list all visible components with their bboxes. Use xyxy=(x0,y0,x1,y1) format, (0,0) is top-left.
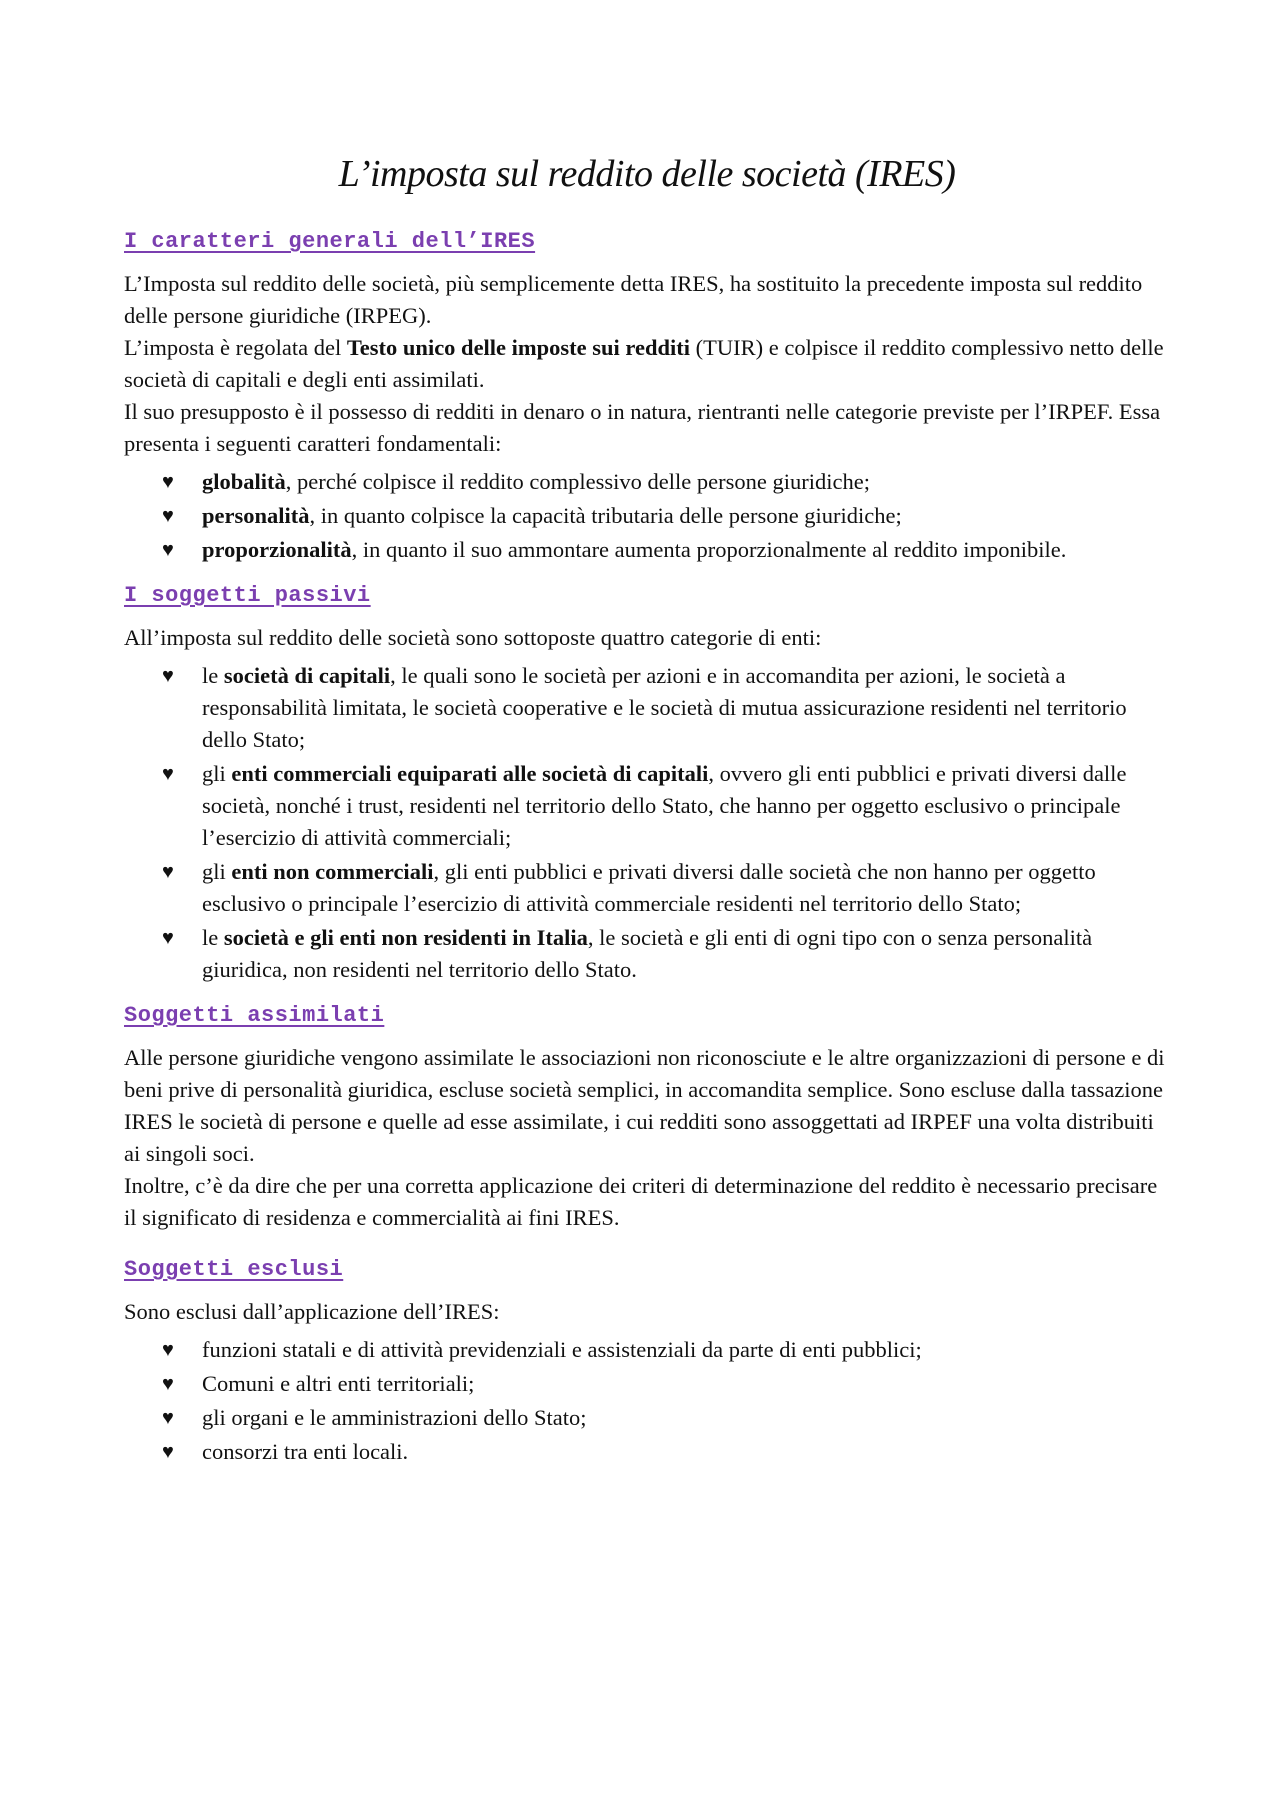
heart-bullet-icon: ♥ xyxy=(162,539,174,561)
heart-bullet-icon: ♥ xyxy=(162,1407,174,1429)
paragraph: L’imposta è regolata del Testo unico delle imposte sui redditi (TUIR) e colpisce il reddito complessivo netto delle società di capitali e degli enti assimilati. xyxy=(124,335,1164,392)
bullet-list xyxy=(124,466,1170,566)
heart-bullet-icon: ♥ xyxy=(162,927,174,949)
list-item: ♥ le società di capitali, le quali sono le società per azioni e in accomandita per azioni, le società a responsabilità limitata, le società cooperative e le società di mutua assicurazione residenti nel territorio dello Stato; xyxy=(124,660,1170,756)
list-item: ♥ consorzi tra enti locali. xyxy=(124,1436,1170,1468)
list-item: ♥ gli enti non commerciali, gli enti pubblici e privati diversi dalle società che non hanno per oggetto esclusivo o principale l’esercizio di attività commerciale residenti nel territorio dello Stato; xyxy=(124,856,1170,920)
list-item: ♥ globalità, perché colpisce il reddito complessivo delle persone giuridiche; xyxy=(124,466,1170,498)
heart-bullet-icon: ♥ xyxy=(162,1441,174,1463)
section-caratteri-generali xyxy=(124,228,1170,566)
heart-bullet-icon: ♥ xyxy=(162,1373,174,1395)
section-soggetti-passivi xyxy=(124,582,1170,986)
section-heading: I soggetti passivi xyxy=(124,583,371,608)
list-item: ♥ gli organi e le amministrazioni dello Stato; xyxy=(124,1402,1170,1434)
list-item: ♥ gli enti commerciali equiparati alle società di capitali, ovvero gli enti pubblici e privati diversi dalle società, nonché i trust, residenti nel territorio dello Stato, che hanno per oggetto esclusivo o principale l’esercizio di attività commerciali; xyxy=(124,758,1170,854)
paragraph: Alle persone giuridiche vengono assimilate le associazioni non riconosciute e le altre organizzazioni di persone e di beni prive di personalità giuridica, escluse società semplici, in accomandita semplice. Sono escluse dalla tassazione IRES le società di persone e quelle ad esse assimilate, i cui redditi sono assoggettati ad IRPEF una volta distribuiti ai singoli soci. xyxy=(124,1045,1165,1166)
list-item: ♥ proporzionalità, in quanto il suo ammontare aumenta proporzionalmente al reddito imponibile. xyxy=(124,534,1170,566)
heart-bullet-icon: ♥ xyxy=(162,471,174,493)
bullet-list xyxy=(124,660,1170,986)
list-item: ♥ funzioni statali e di attività previdenziali e assistenziali da parte di enti pubblici; xyxy=(124,1334,1170,1366)
paragraph: Inoltre, c’è da dire che per una corretta applicazione dei criteri di determinazione del reddito è necessario precisare il significato di residenza e commercialità ai fini IRES. xyxy=(124,1173,1158,1230)
section-heading: Soggetti assimilati xyxy=(124,1003,385,1028)
heart-bullet-icon: ♥ xyxy=(162,861,174,883)
paragraph: Sono esclusi dall’applicazione dell’IRES: xyxy=(124,1299,500,1324)
page-title: L’imposta sul reddito delle società (IRES) xyxy=(338,153,956,195)
paragraph: Il suo presupposto è il possesso di redditi in denaro o in natura, rientranti nelle categorie previste per l’IRPEF. Essa presenta i seguenti caratteri fondamentali: xyxy=(124,399,1161,456)
list-item: ♥ Comuni e altri enti territoriali; xyxy=(124,1368,1170,1400)
section-heading: I caratteri generali dell’IRES xyxy=(124,229,536,254)
section-heading: Soggetti esclusi xyxy=(124,1257,344,1282)
paragraph: All’imposta sul reddito delle società sono sottoposte quattro categorie di enti: xyxy=(124,625,822,650)
section-soggetti-esclusi xyxy=(124,1256,1170,1468)
list-item: ♥ le società e gli enti non residenti in Italia, le società e gli enti di ogni tipo con o senza personalità giuridica, non residenti nel territorio dello Stato. xyxy=(124,922,1170,986)
paragraph: L’Imposta sul reddito delle società, più semplicemente detta IRES, ha sostituito la precedente imposta sul reddito delle persone giuridiche (IRPEG). xyxy=(124,271,1143,328)
heart-bullet-icon: ♥ xyxy=(162,665,174,687)
document-page xyxy=(124,150,1170,1470)
heart-bullet-icon: ♥ xyxy=(162,505,174,527)
heart-bullet-icon: ♥ xyxy=(162,763,174,785)
section-soggetti-assimilati xyxy=(124,1002,1170,1234)
list-item: ♥ personalità, in quanto colpisce la capacità tributaria delle persone giuridiche; xyxy=(124,500,1170,532)
bullet-list xyxy=(124,1334,1170,1468)
bold-text: Testo unico delle imposte sui redditi xyxy=(346,335,691,360)
heart-bullet-icon: ♥ xyxy=(162,1339,174,1361)
